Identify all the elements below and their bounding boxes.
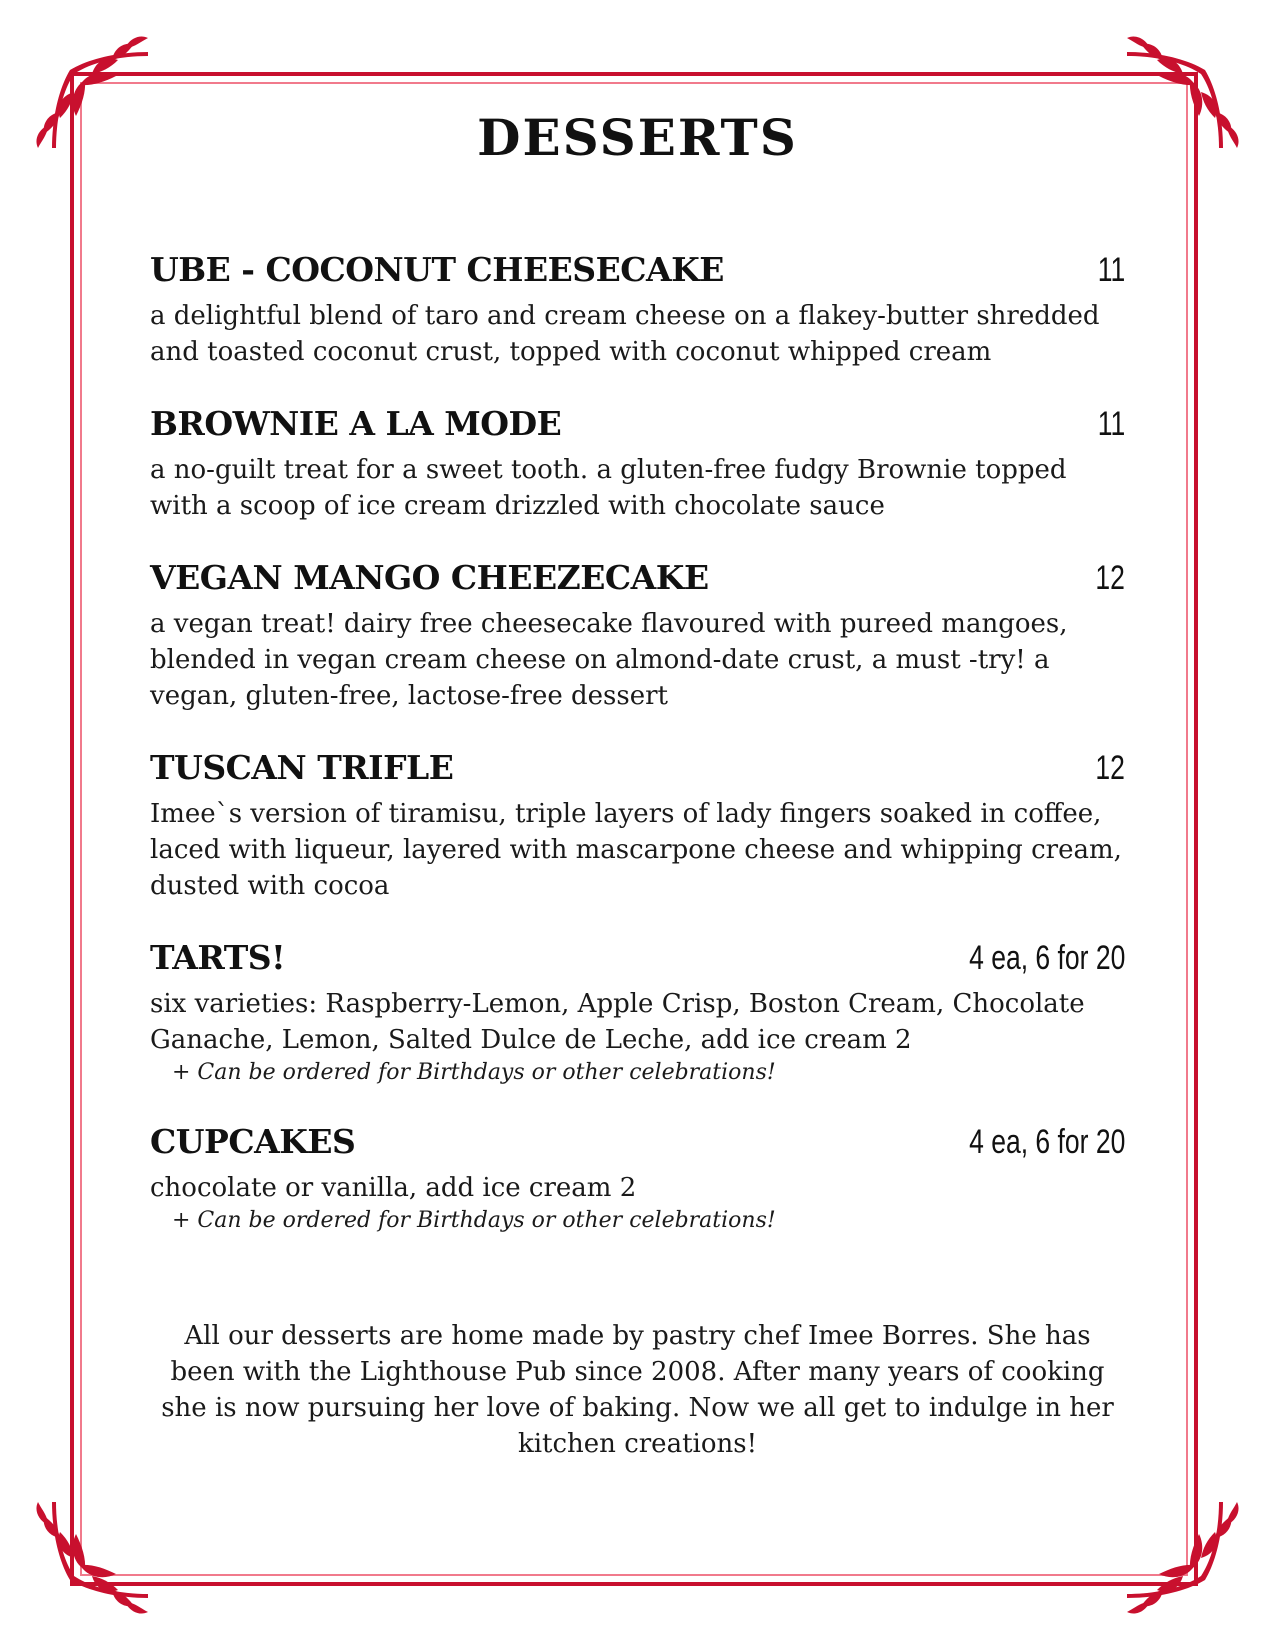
item-name: BROWNIE A LA MODE [150, 404, 562, 443]
item-name: VEGAN MANGO CHEEZECAKE [150, 558, 709, 597]
item-note: + Can be ordered for Birthdays or other celebrations! [172, 1060, 776, 1085]
footer-note: All our desserts are home made by pastry chef Imee Borres. She has been with the Lighthouse Pub since 2008. After many years of cooking she is now pursuing her love of baking. Now we all get to indulge in her kitchen creations! [161, 1321, 1114, 1459]
item-price: 11 [1097, 405, 1125, 443]
item-price: 12 [1095, 559, 1125, 597]
menu-item [150, 938, 1125, 1088]
item-name: TARTS! [150, 938, 286, 977]
item-name: CUPCAKES [150, 1122, 356, 1161]
page-title: DESSERTS [477, 108, 798, 167]
item-description: chocolate or vanilla, add ice cream 2 [150, 1173, 637, 1203]
item-description: a delightful blend of taro and cream cheese on a flakey-butter shredded and toasted coconut crust, topped with coconut whipped cream [150, 301, 1100, 367]
item-description: Imee`s version of tiramisu, triple layers of lady fingers soaked in coffee, laced with liqueur, layered with mascarpone cheese and whipping cream, dusted with cocoa [150, 799, 1122, 901]
item-description: a vegan treat! dairy free cheesecake flavoured with pureed mangoes, blended in vegan cream cheese on almond-date crust, a must -try! a vegan, gluten-free, lactose-free dessert [150, 609, 1068, 711]
item-price: 4 ea, 6 for 20 [968, 939, 1125, 977]
menu-item [150, 1122, 1125, 1236]
item-description: six varieties: Raspberry-Lemon, Apple Crisp, Boston Cream, Chocolate Ganache, Lemon, Salted Dulce de Leche, add ice cream 2 [150, 989, 1085, 1055]
leaf-flourish-icon [30, 1490, 160, 1620]
item-price: 12 [1095, 749, 1125, 787]
item-name: UBE - COCONUT CHEESECAKE [150, 250, 724, 289]
item-price: 11 [1097, 251, 1125, 289]
item-note: + Can be ordered for Birthdays or other celebrations! [172, 1208, 776, 1233]
leaf-flourish-icon [1115, 1490, 1245, 1620]
menu-item [150, 558, 1125, 714]
item-name: TUSCAN TRIFLE [150, 748, 454, 787]
dessert-menu [150, 250, 1125, 1270]
menu-item [150, 250, 1125, 370]
menu-item [150, 404, 1125, 524]
item-description: a no-guilt treat for a sweet tooth. a gluten-free fudgy Brownie topped with a scoop of ice cream drizzled with chocolate sauce [150, 455, 1067, 521]
item-price: 4 ea, 6 for 20 [968, 1123, 1125, 1161]
menu-item [150, 748, 1125, 904]
